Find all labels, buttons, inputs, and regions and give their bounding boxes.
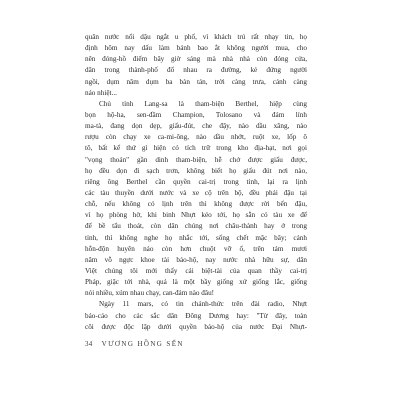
text-line: rượu còn chạy xe ca-mi-ông, nào dầu nhớt, ruột xe, lốp ô — [85, 133, 307, 142]
text-line: ma-tà, đang dọn dẹp, giấu-đút, che đậy, nào dầu xăng, nào — [85, 122, 307, 131]
text-line: vì họ phòng hờ, khi binh Nhựt kéo tới, họ sẵn có tàu xe để — [85, 211, 307, 220]
text-line: dân trong thành-phố đổ nhau ra đường, kẻ đứng người — [85, 66, 307, 75]
text-line: "vọng thoán" gần dinh tham-biện, hễ chở được giấu được, — [85, 155, 307, 164]
text-line: họ đều dọn đi sạch trơn, không biết họ giấu đút nơi nào, — [85, 166, 307, 175]
text-line: Việt chúng tôi mới thấy cái biệt-tài của quan thầy cai-trị — [85, 266, 307, 275]
text-line: nói nhiều, xúm nhau chạy, can-đảm nào đâu! — [85, 289, 215, 298]
text-line: hỗn-độn huyên náo còn hơn chuột vỡ ổ, trên tám mươi — [85, 244, 307, 253]
text-line: Ngày 11 mars, có tin chánh-thức trên đài radio, Nhựt — [99, 300, 307, 309]
text-line: năm vỗ ngực khoe tài bảo-hộ, nay nước nhà hữu sự, dân — [85, 255, 307, 264]
text-line: bọn hộ-ha, sen-đầm Champion, Tolosano và đám lính — [85, 110, 307, 119]
author-name: VƯƠNG HỒNG SỂN — [101, 340, 184, 348]
text-line: náo nhiệt... — [85, 88, 117, 97]
text-line: các tàu thuyền dưới nước và xe cộ trên bộ, đều phải đậu tại — [85, 188, 307, 197]
text-line: quân nước nổi dậu ngắt u phố, vì khách trú rất nhạy tin, họ — [85, 33, 307, 41]
text-line: báo-cáo cho các sắc dân Đông Dương hay: "Từ đây, toàn — [85, 311, 307, 320]
text-line: tỉnh, thì không nghe họ nhắc tới, sống chết mặc bây; cảnh — [85, 233, 307, 242]
text-line: ngồi, dụm năm dụm ba bàn tán, trời càng trưa, cảnh càng — [85, 77, 307, 86]
text-line: nên đóng-hồ điểm bây giờ sáng mà nhà nhà còn đóng cửa, — [85, 55, 307, 64]
page-footer — [85, 340, 184, 348]
page-number: 34 — [85, 340, 93, 348]
text-line: chỗ, nếu không có lịnh trên thì không được rời bến đậu, — [85, 200, 307, 209]
text-line: cõi được độc lập dưới quyền bảo-hộ của nước Đại Nhựt- — [85, 322, 307, 331]
text-line: riêng ông Berthel cần quyền cai-trị trong tỉnh, lại ra lịnh — [85, 177, 307, 186]
text-line: định hôm nay dấu làm bánh bao ắt không người mua, cho — [85, 44, 307, 53]
text-line: để bề tẩu thoát, còn dân chúng nơi châu-thành hay ở trong — [85, 222, 307, 231]
text-line: tô, bất kể thứ gì hiện có tích trữ trong kho địa-hạt, nơi gọi — [85, 144, 307, 153]
text-line: Chủ tỉnh Lang-sa là tham-biện Berthel, hiệp cùng — [99, 99, 307, 108]
body-text — [85, 32, 307, 333]
text-line: Pháp, giặc tới nhà, quả là một bầy giống xứ giống lắc, giống — [85, 278, 307, 287]
